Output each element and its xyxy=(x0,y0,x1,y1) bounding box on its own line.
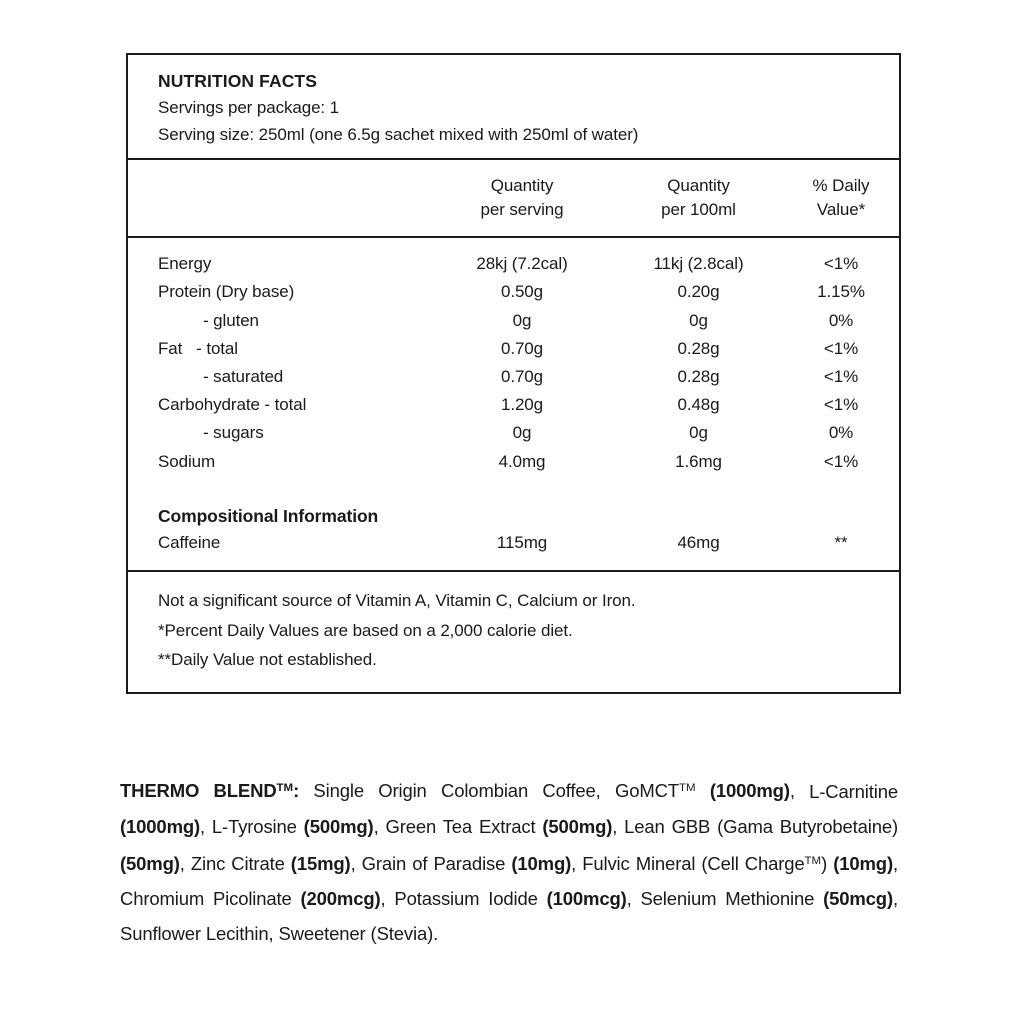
ingredient-item xyxy=(299,780,795,801)
footnotes-block xyxy=(128,570,899,692)
ingredient-separator: , xyxy=(380,888,386,910)
column-header-per-serving-line2: per serving xyxy=(480,199,564,219)
value-per-serving: 115mg xyxy=(496,533,548,553)
trademark-symbol: TM xyxy=(804,854,822,867)
ingredient-amount: (1000mg) xyxy=(695,780,790,802)
column-header-per-100ml xyxy=(611,174,786,222)
value-per-serving: 4.0mg xyxy=(498,451,546,471)
page-title: NUTRITION FACTS xyxy=(158,71,317,91)
ingredient-name: L-Carnitine xyxy=(794,780,898,802)
value-daily-value: 1.15% xyxy=(817,282,865,302)
ingredient-separator: , xyxy=(200,815,206,837)
column-header-per-serving xyxy=(433,174,611,222)
table-row xyxy=(128,448,899,476)
table-row xyxy=(128,250,899,278)
value-daily-value: <1% xyxy=(823,451,859,471)
ingredient-amount: (1000mg) xyxy=(120,815,201,837)
trademark-symbol: TM xyxy=(276,782,294,795)
column-header-daily-value-line2: Value* xyxy=(816,199,866,219)
value-daily-value: <1% xyxy=(823,338,859,358)
compositional-rows xyxy=(128,529,899,557)
nutrient-label: Fat - total xyxy=(158,338,238,358)
nutrient-label: Sodium xyxy=(158,451,216,471)
nutrient-rows-block xyxy=(128,236,899,489)
nutrient-label: Caffeine xyxy=(158,533,221,553)
value-per-serving: 28kj (7.2cal) xyxy=(476,254,568,274)
value-daily-value: ** xyxy=(834,533,848,553)
table-column-headers xyxy=(128,158,899,236)
trademark-symbol: TM xyxy=(678,782,696,795)
table-row xyxy=(128,278,899,306)
ingredient-item xyxy=(386,888,632,909)
value-per-100ml: 0.28g xyxy=(677,366,720,386)
ingredient-item xyxy=(273,923,438,944)
value-per-serving: 0g xyxy=(512,423,532,443)
ingredient-name-suffix: ) xyxy=(821,852,828,874)
ingredient-item xyxy=(185,853,356,874)
ingredient-separator: , xyxy=(789,780,795,802)
ingredient-amount: (50mcg) xyxy=(814,888,893,910)
value-per-100ml: 0.48g xyxy=(677,395,720,415)
value-per-100ml: 0.20g xyxy=(677,282,720,302)
value-per-100ml: 46mg xyxy=(677,533,720,553)
table-row xyxy=(128,363,899,391)
ingredient-amount: (100mcg) xyxy=(537,888,627,910)
ingredient-amount: (200mcg) xyxy=(291,888,381,910)
ingredient-name: Sunflower Lecithin xyxy=(120,923,269,945)
ingredient-name: Chromium Picolinate xyxy=(120,888,292,910)
ingredient-amount: (500mg) xyxy=(296,815,374,837)
value-per-serving: 1.20g xyxy=(500,395,544,415)
compositional-information-block xyxy=(128,489,899,570)
ingredient-separator: , xyxy=(268,923,274,945)
value-per-100ml: 0.28g xyxy=(677,338,720,358)
servings-per-package: Servings per package: 1 xyxy=(158,98,340,118)
value-daily-value: <1% xyxy=(823,254,859,274)
value-per-100ml: 1.6mg xyxy=(675,451,722,471)
value-per-serving: 0.70g xyxy=(500,338,544,358)
ingredient-name: Zinc Citrate xyxy=(184,852,285,874)
ingredient-name: Single Origin Colombian Coffee, GoMCT xyxy=(299,780,679,802)
ingredient-name: L-Tyrosine xyxy=(205,815,297,837)
ingredient-item xyxy=(632,888,898,909)
serving-size: Serving size: 250ml (one 6.5g sachet mixed with 250ml of water) xyxy=(158,124,639,144)
footnote-line: Not a significant source of Vitamin A, Vitamin C, Calcium or Iron. xyxy=(158,591,636,611)
ingredient-name: Fulvic Mineral (Cell Charge xyxy=(576,852,805,874)
value-per-serving: 0g xyxy=(512,310,532,330)
footnote-line: **Daily Value not established. xyxy=(158,649,377,669)
column-header-daily-value-line1: % Daily xyxy=(812,175,870,195)
value-per-100ml: 11kj (2.8cal) xyxy=(653,254,744,274)
ingredients-heading: THERMO BLEND™: xyxy=(120,780,300,802)
footnote-line: *Percent Daily Values are based on a 2,000 calorie diet. xyxy=(158,620,573,640)
value-per-serving: 0.50g xyxy=(500,282,544,302)
ingredient-amount: (500mg) xyxy=(535,815,613,837)
column-header-per-100ml-line2: per 100ml xyxy=(661,199,736,219)
ingredient-separator: , xyxy=(571,852,577,874)
ingredient-item xyxy=(379,816,618,837)
nutrient-label: Carbohydrate - total xyxy=(158,395,307,415)
nutrient-label: Energy xyxy=(158,254,212,274)
ingredient-amount: (50mg) xyxy=(120,852,180,874)
value-daily-value: <1% xyxy=(823,366,859,386)
nutrient-label: Protein (Dry base) xyxy=(158,282,295,302)
value-daily-value: <1% xyxy=(823,395,859,415)
nutrition-facts-table xyxy=(126,53,901,694)
ingredient-name: Selenium Methionine xyxy=(631,888,815,910)
ingredient-separator: . xyxy=(433,923,439,945)
value-daily-value: 0% xyxy=(828,423,854,443)
ingredient-item xyxy=(120,923,273,944)
table-row xyxy=(128,335,899,363)
compositional-information-heading: Compositional Information xyxy=(158,505,379,526)
ingredient-name: Grain of Paradise xyxy=(355,852,506,874)
ingredients-paragraph xyxy=(120,772,898,952)
compositional-row xyxy=(128,529,899,557)
ingredient-separator: , xyxy=(373,815,379,837)
ingredient-name: Lean GBB (Gama Butyrobetaine) xyxy=(617,815,898,837)
ingredient-item xyxy=(205,816,379,837)
column-header-per-serving-line1: Quantity xyxy=(490,175,554,195)
ingredient-separator: , xyxy=(892,852,898,874)
nutrient-label: - saturated xyxy=(203,366,284,386)
ingredient-separator: , xyxy=(612,815,618,837)
nutrient-label: - gluten xyxy=(203,310,259,330)
ingredient-amount: (10mg) xyxy=(827,852,893,874)
column-header-per-100ml-line1: Quantity xyxy=(667,175,730,195)
nutrient-label: - sugars xyxy=(203,423,264,443)
value-per-serving: 0.70g xyxy=(500,366,544,386)
value-per-100ml: 0g xyxy=(689,310,708,330)
column-header-daily-value xyxy=(786,174,896,222)
ingredient-name: Green Tea Extract xyxy=(378,815,536,837)
ingredient-amount: (10mg) xyxy=(505,852,572,874)
ingredient-separator: , xyxy=(179,852,185,874)
ingredient-amount: (15mg) xyxy=(284,852,351,874)
ingredient-name: Potassium Iodide xyxy=(385,888,538,910)
ingredient-item xyxy=(120,888,386,909)
nutrition-header-block xyxy=(128,55,899,158)
value-daily-value: 0% xyxy=(828,310,854,330)
table-row xyxy=(128,391,899,419)
ingredient-separator: , xyxy=(626,888,632,910)
value-per-100ml: 0g xyxy=(689,423,708,443)
ingredient-item xyxy=(356,853,577,874)
ingredient-item xyxy=(576,853,898,874)
ingredient-separator: , xyxy=(350,852,356,874)
ingredient-name: Sweetener (Stevia) xyxy=(273,923,434,945)
table-row xyxy=(128,307,899,335)
ingredient-separator: , xyxy=(892,888,898,910)
table-row xyxy=(128,419,899,447)
